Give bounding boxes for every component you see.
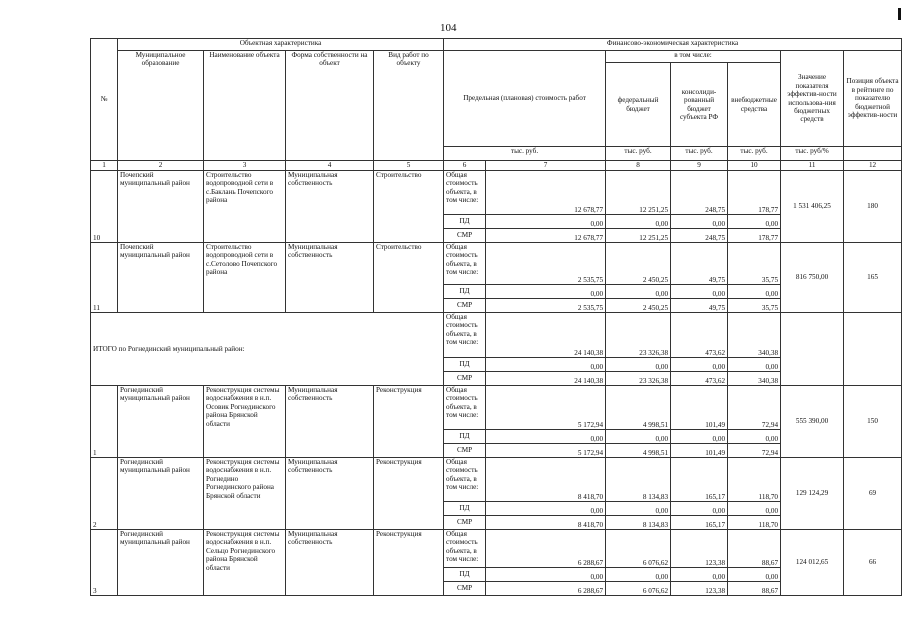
work-type-cell: Реконструкция [374, 386, 444, 458]
pd-value: 0,00 [486, 215, 606, 229]
smr-value: 6 076,62 [606, 582, 671, 596]
pd-value: 0,00 [728, 502, 781, 516]
rating-value: 69 [844, 458, 902, 530]
unit-rating [844, 147, 902, 161]
row-number: 2 [91, 458, 118, 530]
column-number: 5 [374, 161, 444, 171]
municipality-cell: Почепский муниципальный район [118, 171, 204, 243]
work-type-cell: Реконструкция [374, 530, 444, 596]
ownership-cell: Муниципальная собственность [286, 530, 374, 596]
pd-value: 0,00 [486, 285, 606, 299]
smr-label: СМР [444, 299, 486, 313]
smr-value: 4 998,51 [606, 444, 671, 458]
smr-value: 123,38 [671, 582, 728, 596]
header-ownership: Форма собственности на объект [286, 51, 374, 161]
ownership-cell: Муниципальная собственность [286, 386, 374, 458]
column-numbers-row [91, 161, 902, 171]
pd-label: ПД [444, 215, 486, 229]
column-number: 1 [91, 161, 118, 171]
efficiency-value: 816 750,00 [781, 243, 844, 313]
pd-value: 0,00 [486, 430, 606, 444]
subtotal-pd-value: 0,00 [606, 358, 671, 372]
rating-value: 180 [844, 171, 902, 243]
total-cost-value: 165,17 [671, 458, 728, 502]
smr-value: 2 535,75 [486, 299, 606, 313]
smr-value: 101,49 [671, 444, 728, 458]
total-cost-label: Общая стоимость объекта, в том числе: [444, 530, 486, 568]
subtotal-label: ИТОГО по Рогнединский муниципальный район: [91, 313, 444, 386]
pd-label: ПД [444, 358, 486, 372]
ownership-cell: Муниципальная собственность [286, 458, 374, 530]
table-body [91, 39, 902, 596]
smr-value: 2 450,25 [606, 299, 671, 313]
subtotal-pd-value: 0,00 [728, 358, 781, 372]
column-number: 4 [286, 161, 374, 171]
total-cost-value: 8 418,70 [486, 458, 606, 502]
unit-consolidated: тыс. руб. [671, 147, 728, 161]
efficiency-value: 129 124,29 [781, 458, 844, 530]
total-cost-value: 123,38 [671, 530, 728, 568]
pd-value: 0,00 [728, 215, 781, 229]
rating-value: 150 [844, 386, 902, 458]
ownership-cell: Муниципальная собственность [286, 243, 374, 313]
subtotal-pd-value: 0,00 [671, 358, 728, 372]
row-number: 11 [91, 243, 118, 313]
total-cost-value: 4 998,51 [606, 386, 671, 430]
total-cost-value: 6 076,62 [606, 530, 671, 568]
smr-value: 35,75 [728, 299, 781, 313]
work-type-cell: Строительство [374, 243, 444, 313]
column-number: 11 [781, 161, 844, 171]
total-cost-value: 12 251,25 [606, 171, 671, 215]
subtotal-smr-value: 340,38 [728, 372, 781, 386]
smr-label: СМР [444, 582, 486, 596]
column-number: 10 [728, 161, 781, 171]
smr-label: СМР [444, 229, 486, 243]
header-no: № [91, 39, 118, 161]
header-extrabudget: внебюджетные средства [728, 63, 781, 147]
smr-value: 178,77 [728, 229, 781, 243]
pd-value: 0,00 [486, 568, 606, 582]
total-cost-value: 118,70 [728, 458, 781, 502]
row-number: 10 [91, 171, 118, 243]
total-cost-value: 101,49 [671, 386, 728, 430]
municipality-cell: Рогнединский муниципальный район [118, 530, 204, 596]
header-row-2 [91, 51, 902, 63]
total-cost-label: Общая стоимость объекта, в том числе: [444, 458, 486, 502]
pd-label: ПД [444, 568, 486, 582]
smr-value: 248,75 [671, 229, 728, 243]
row-number: 3 [91, 530, 118, 596]
subtotal-efficiency-empty [781, 313, 844, 386]
column-number: 7 [486, 161, 606, 171]
smr-value: 49,75 [671, 299, 728, 313]
table-row [91, 386, 902, 430]
work-type-cell: Строительство [374, 171, 444, 243]
subtotal-pd-value: 0,00 [486, 358, 606, 372]
total-cost-value: 2 535,75 [486, 243, 606, 285]
unit-extrabudget: тыс. руб. [728, 147, 781, 161]
object-name-cell: Строительство водопроводной сети в с.Сетолово Почепского района [204, 243, 286, 313]
smr-value: 72,94 [728, 444, 781, 458]
header-rating: Позиция объекта в рейтинге по показателю бюджетной эффектив-ности [844, 51, 902, 147]
column-number: 6 [444, 161, 486, 171]
smr-value: 88,67 [728, 582, 781, 596]
pd-label: ПД [444, 285, 486, 299]
pd-value: 0,00 [486, 502, 606, 516]
pd-value: 0,00 [606, 285, 671, 299]
smr-value: 118,70 [728, 516, 781, 530]
header-municipality: Муниципальное образование [118, 51, 204, 161]
total-cost-label: Общая стоимость объекта, в том числе: [444, 386, 486, 430]
table-row [91, 530, 902, 568]
total-cost-value: 49,75 [671, 243, 728, 285]
efficiency-value: 1 531 406,25 [781, 171, 844, 243]
header-work-type: Вид работ по объекту [374, 51, 444, 161]
page-number: 104 [440, 22, 457, 34]
table-row [91, 171, 902, 215]
pd-value: 0,00 [671, 215, 728, 229]
subtotal-smr-value: 473,62 [671, 372, 728, 386]
total-cost-label: Общая стоимость объекта, в том числе: [444, 313, 486, 358]
pd-value: 0,00 [671, 568, 728, 582]
table-row [91, 458, 902, 502]
header-row-1 [91, 39, 902, 51]
row-number: 1 [91, 386, 118, 458]
header-efficiency: Значение показателя эффектив-ности использова-ния бюджетных средств [781, 51, 844, 147]
pd-value: 0,00 [671, 285, 728, 299]
efficiency-value: 555 390,00 [781, 386, 844, 458]
column-number: 12 [844, 161, 902, 171]
header-financial-characteristic: Финансово-экономическая характеристика [444, 39, 902, 51]
pd-value: 0,00 [671, 430, 728, 444]
work-type-cell: Реконструкция [374, 458, 444, 530]
column-number: 2 [118, 161, 204, 171]
pd-label: ПД [444, 430, 486, 444]
rating-value: 66 [844, 530, 902, 596]
rating-value: 165 [844, 243, 902, 313]
smr-value: 6 288,67 [486, 582, 606, 596]
total-cost-value: 2 450,25 [606, 243, 671, 285]
unit-federal: тыс. руб. [606, 147, 671, 161]
column-number: 9 [671, 161, 728, 171]
column-number: 3 [204, 161, 286, 171]
total-cost-value: 6 288,67 [486, 530, 606, 568]
header-including: в том числе: [606, 51, 781, 63]
total-cost-value: 88,67 [728, 530, 781, 568]
total-cost-value: 12 678,77 [486, 171, 606, 215]
total-cost-value: 8 134,83 [606, 458, 671, 502]
smr-value: 8 134,83 [606, 516, 671, 530]
total-cost-value: 72,94 [728, 386, 781, 430]
municipality-cell: Рогнединский муниципальный район [118, 386, 204, 458]
header-object-name: Наименование объекта [204, 51, 286, 161]
smr-value: 165,17 [671, 516, 728, 530]
investment-table [90, 38, 902, 596]
pd-label: ПД [444, 502, 486, 516]
pd-value: 0,00 [728, 568, 781, 582]
pd-value: 0,00 [728, 430, 781, 444]
object-name-cell: Реконструкция системы водоснабжения в н.п. Сельцо Рогнединского района Брянской области [204, 530, 286, 596]
pd-value: 0,00 [606, 502, 671, 516]
column-number: 8 [606, 161, 671, 171]
subtotal-smr-value: 23 326,38 [606, 372, 671, 386]
ownership-cell: Муниципальная собственность [286, 171, 374, 243]
unit-efficiency: тыс. руб/% [781, 147, 844, 161]
subtotal-total-value: 340,38 [728, 313, 781, 358]
unit-cost: тыс. руб. [444, 147, 606, 161]
pd-value: 0,00 [671, 502, 728, 516]
subtotal-smr-value: 24 140,38 [486, 372, 606, 386]
total-cost-value: 5 172,94 [486, 386, 606, 430]
header-object-characteristic: Объектная характеристика [118, 39, 444, 51]
municipality-cell: Почепский муниципальный район [118, 243, 204, 313]
header-max-cost: Предельная (плановая) стоимость работ [444, 51, 606, 147]
object-name-cell: Реконструкция системы водоснабжения в н.п. Осовик Рогнединского района Брянской области [204, 386, 286, 458]
subtotal-rating-empty [844, 313, 902, 386]
object-name-cell: Реконструкция системы водоснабжения в н.п. Рогнедино Рогнединского района Брянской области [204, 458, 286, 530]
header-consolidated: консолиди-рованный бюджет субъекта РФ [671, 63, 728, 147]
subtotal-total-value: 473,62 [671, 313, 728, 358]
subtotal-total-value: 24 140,38 [486, 313, 606, 358]
pd-value: 0,00 [728, 285, 781, 299]
object-name-cell: Строительство водопроводной сети в с.Баклань Почепского района [204, 171, 286, 243]
subtotal-total-value: 23 326,38 [606, 313, 671, 358]
total-cost-label: Общая стоимость объекта, в том числе: [444, 243, 486, 285]
pd-value: 0,00 [606, 215, 671, 229]
smr-label: СМР [444, 444, 486, 458]
total-cost-value: 248,75 [671, 171, 728, 215]
smr-value: 12 678,77 [486, 229, 606, 243]
total-cost-value: 178,77 [728, 171, 781, 215]
header-federal: федеральный бюджет [606, 63, 671, 147]
smr-label: СМР [444, 372, 486, 386]
smr-value: 12 251,25 [606, 229, 671, 243]
table-row [91, 243, 902, 285]
pd-value: 0,00 [606, 430, 671, 444]
smr-value: 8 418,70 [486, 516, 606, 530]
scan-edge-mark [898, 8, 901, 20]
subtotal-row [91, 313, 902, 358]
smr-value: 5 172,94 [486, 444, 606, 458]
total-cost-label: Общая стоимость объекта, в том числе: [444, 171, 486, 215]
smr-label: СМР [444, 516, 486, 530]
efficiency-value: 124 012,65 [781, 530, 844, 596]
pd-value: 0,00 [606, 568, 671, 582]
municipality-cell: Рогнединский муниципальный район [118, 458, 204, 530]
total-cost-value: 35,75 [728, 243, 781, 285]
